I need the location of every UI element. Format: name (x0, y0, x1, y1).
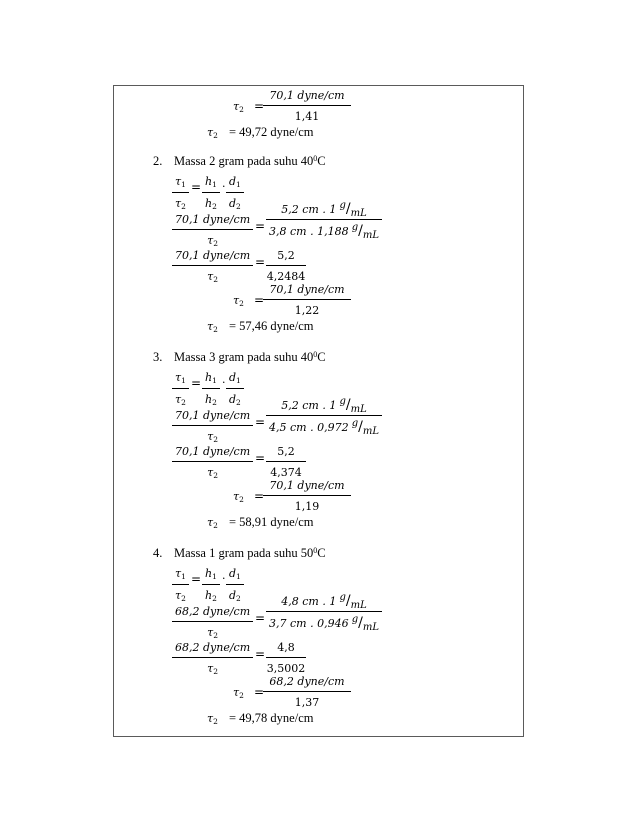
tau2-label (207, 321, 218, 334)
tau2 (175, 197, 186, 210)
unit-g-per-ml (339, 396, 367, 415)
tau-subscript: 2 (213, 521, 218, 530)
tau-letter: τ (207, 269, 214, 283)
h1-letter: h (205, 175, 213, 188)
equals-sign: = (191, 180, 202, 194)
dot-operator: · (222, 376, 226, 389)
h1-letter: h (205, 371, 213, 384)
row1-lhs-fraction (172, 604, 253, 640)
d1-subscript: 1 (236, 572, 241, 581)
row1-rhs-numerator-group (281, 592, 367, 611)
tau2-result: = 49,78 dyne/cm (229, 711, 314, 725)
tau-subscript: 2 (239, 299, 244, 308)
tau-subscript: 2 (213, 434, 218, 444)
d2-subscript: 2 (236, 397, 241, 407)
row1-rhs-fraction (266, 592, 382, 634)
row2-lhs-fraction (172, 248, 253, 284)
frac-den: 1,22 (294, 303, 320, 317)
h2-letter: h (205, 196, 213, 210)
heading-text: Massa 3 gram pada suhu 40 (174, 350, 314, 364)
ratio-h-denominator (202, 193, 220, 212)
equals-sign: = (255, 451, 266, 465)
d2 (229, 197, 241, 210)
rhs-den-text: 3,7 cm . 0,946 (269, 617, 349, 631)
row2-lhs-fraction-denominator (172, 266, 253, 285)
tau1 (175, 371, 186, 384)
unit-g-per-ml (351, 614, 379, 634)
h1 (205, 567, 217, 580)
tau2 (207, 466, 218, 479)
tau-letter: τ (175, 567, 182, 580)
h2-subscript: 2 (212, 201, 217, 211)
unit-ml: mL (362, 230, 379, 242)
row2-lhs-fraction-denominator (172, 658, 253, 677)
d2-letter: d (229, 196, 237, 210)
row2-lhs-fraction-numerator (172, 640, 253, 658)
heading-unit: C (317, 546, 326, 560)
d2-letter: d (229, 392, 237, 406)
ratio-d-numerator (226, 174, 244, 193)
d1-letter: d (229, 567, 237, 580)
section-heading (174, 351, 326, 364)
row2-rhs-fraction-denominator (266, 266, 306, 284)
frac-den: 1,41 (294, 109, 320, 123)
tau1 (175, 567, 186, 580)
heading-degree: 0 (313, 546, 318, 555)
ratio-tau-denominator (172, 585, 189, 604)
tau-letter: τ (207, 465, 214, 479)
tau2-result: = 58,91 dyne/cm (229, 515, 314, 529)
equals-sign: = (255, 647, 266, 661)
frac-num: 68,2 dyne/cm (269, 675, 345, 688)
heading-unit: C (317, 350, 326, 364)
ratio-d (226, 174, 244, 211)
unit-ml: mL (362, 622, 379, 634)
ratio-tau-numerator (172, 566, 189, 585)
tau2-result: = 57,46 dyne/cm (229, 319, 314, 333)
section-heading (174, 547, 326, 560)
frac-num: 70,1 dyne/cm (269, 479, 345, 492)
frac-den: 1,19 (294, 499, 320, 513)
row1-lhs-fraction-denominator (172, 230, 253, 249)
tau2-label (207, 713, 218, 726)
rhs-num-text: 5,2 cm . 1 (281, 203, 337, 216)
tau2-fraction-numerator (263, 674, 351, 692)
tau2 (207, 430, 218, 443)
tau-subscript: 1 (181, 180, 186, 189)
ratio-tau (172, 566, 189, 603)
rhs-num: 5,2 (277, 249, 295, 262)
tau-letter: τ (233, 100, 240, 113)
rhs-den: 4,2484 (266, 269, 306, 283)
tau2-label (207, 517, 218, 530)
h2 (205, 197, 217, 210)
unit-g: g (351, 614, 359, 626)
heading-degree: 0 (313, 154, 318, 163)
equals-sign: = (191, 572, 202, 586)
frac-num: 70,1 dyne/cm (269, 89, 345, 102)
row1-rhs-numerator-group (281, 396, 367, 415)
h2-letter: h (205, 588, 213, 602)
unit-g: g (339, 200, 346, 211)
frac-den: 1,37 (294, 695, 320, 709)
unit-slash: / (345, 397, 351, 413)
rhs-den-text: 3,8 cm . 1,188 (269, 225, 349, 239)
list-number: 2. (153, 154, 163, 168)
tau2 (175, 393, 186, 406)
row1-lhs-fraction-numerator (172, 604, 253, 622)
equals-sign: = (255, 611, 266, 625)
ratio-tau-numerator (172, 174, 189, 193)
tau-letter: τ (175, 175, 182, 188)
row2-rhs-fraction (266, 444, 306, 479)
tau-letter: τ (207, 429, 214, 443)
row1-rhs-fraction-denominator (266, 612, 382, 634)
rhs-den: 3,5002 (266, 661, 306, 675)
row2-rhs-fraction-numerator (266, 444, 306, 462)
d2 (229, 589, 241, 602)
equals-sign: = (254, 489, 265, 503)
h1 (205, 371, 217, 384)
ratio-tau-denominator (172, 193, 189, 212)
heading-unit: C (317, 154, 326, 168)
row2-lhs-fraction (172, 444, 253, 480)
equals-sign: = (191, 376, 202, 390)
tau2-label (233, 295, 244, 308)
tau-letter: τ (175, 371, 182, 384)
tau2-fraction-numerator (263, 88, 351, 106)
row1-rhs-denominator-group (269, 222, 379, 242)
row1-lhs-fraction-denominator (172, 622, 253, 641)
unit-g: g (339, 396, 346, 407)
h2-subscript: 2 (212, 593, 217, 603)
ratio-tau-denominator (172, 389, 189, 408)
tau-subscript: 2 (239, 105, 244, 114)
tau-subscript: 2 (213, 274, 218, 284)
unit-ml: mL (350, 404, 367, 415)
equals-sign: = (254, 293, 265, 307)
tau2-fraction (263, 674, 351, 709)
tau2-label (233, 687, 244, 700)
tau2-fraction-denominator (263, 692, 351, 710)
row1-rhs-fraction-denominator (266, 416, 382, 438)
d1 (229, 175, 241, 188)
ratio-h-numerator (202, 174, 220, 193)
row1-rhs-fraction-numerator (266, 201, 382, 220)
tau-letter: τ (233, 490, 240, 503)
ratio-d (226, 370, 244, 407)
tau-subscript: 2 (213, 131, 218, 140)
unit-g-per-ml (351, 418, 379, 438)
row2-lhs-fraction-denominator (172, 462, 253, 481)
tau-subscript: 2 (213, 325, 218, 334)
tau-letter: τ (207, 516, 214, 529)
h1-letter: h (205, 567, 213, 580)
lhs-num: 70,1 dyne/cm (175, 213, 251, 226)
tau2-fraction-denominator (263, 300, 351, 318)
tau2-fraction (263, 478, 351, 513)
row1-rhs-fraction (266, 200, 382, 242)
unit-g-per-ml (339, 592, 367, 611)
tau-subscript: 2 (239, 691, 244, 700)
tau-letter: τ (207, 712, 214, 725)
unit-ml: mL (350, 600, 367, 611)
row1-lhs-fraction-denominator (172, 426, 253, 445)
row1-rhs-fraction-numerator (266, 397, 382, 416)
ratio-h (202, 370, 220, 407)
d1 (229, 567, 241, 580)
row1-lhs-fraction-numerator (172, 212, 253, 230)
unit-g: g (351, 418, 359, 430)
tau-letter: τ (207, 661, 214, 675)
ratio-h-numerator (202, 566, 220, 585)
unit-slash: / (345, 593, 351, 609)
tau-subscript: 2 (213, 470, 218, 480)
lhs-num: 70,1 dyne/cm (175, 445, 251, 458)
rhs-num: 4,8 (277, 641, 295, 654)
ratio-tau-numerator (172, 370, 189, 389)
ratio-h (202, 566, 220, 603)
d2-letter: d (229, 588, 237, 602)
tau2 (207, 662, 218, 675)
row2-rhs-fraction-denominator (266, 658, 306, 676)
lhs-num: 68,2 dyne/cm (175, 641, 251, 654)
d1-subscript: 1 (236, 180, 241, 189)
tau2 (207, 270, 218, 283)
rhs-num-text: 4,8 cm . 1 (281, 595, 337, 608)
tau-letter: τ (207, 320, 214, 333)
tau2-fraction (263, 88, 351, 123)
row1-rhs-fraction-numerator (266, 593, 382, 612)
d2-subscript: 2 (236, 593, 241, 603)
heading-degree: 0 (313, 350, 318, 359)
heading-text: Massa 2 gram pada suhu 40 (174, 154, 314, 168)
row2-lhs-fraction-numerator (172, 444, 253, 462)
row2-rhs-fraction-denominator (266, 462, 306, 480)
rhs-den-text: 4,5 cm . 0,972 (269, 421, 349, 435)
tau-letter: τ (175, 196, 182, 210)
ratio-d-numerator (226, 566, 244, 585)
row2-rhs-fraction-numerator (266, 248, 306, 266)
lhs-num: 68,2 dyne/cm (175, 605, 251, 618)
equals-sign: = (254, 685, 265, 699)
ratio-d (226, 566, 244, 603)
d2-subscript: 2 (236, 201, 241, 211)
dot-operator: · (222, 180, 226, 193)
row2-rhs-fraction (266, 248, 306, 283)
d1-letter: d (229, 371, 237, 384)
row2-rhs-fraction-numerator (266, 640, 306, 658)
ratio-h-numerator (202, 370, 220, 389)
heading-text: Massa 1 gram pada suhu 50 (174, 546, 314, 560)
lhs-num: 70,1 dyne/cm (175, 409, 251, 422)
unit-g-per-ml (339, 200, 367, 219)
tau2-label (233, 101, 244, 114)
row1-lhs-fraction (172, 212, 253, 248)
unit-g: g (351, 222, 359, 234)
tau-subscript: 2 (181, 397, 186, 407)
lhs-num: 70,1 dyne/cm (175, 249, 251, 262)
row2-lhs-fraction-numerator (172, 248, 253, 266)
tau2-fraction-denominator (263, 106, 351, 124)
tau-letter: τ (233, 294, 240, 307)
d2 (229, 393, 241, 406)
row1-rhs-fraction-denominator (266, 220, 382, 242)
row1-rhs-numerator-group (281, 200, 367, 219)
ratio-d-numerator (226, 370, 244, 389)
tau-subscript: 2 (213, 717, 218, 726)
ratio-h (202, 174, 220, 211)
equals-sign: = (255, 255, 266, 269)
tau-letter: τ (207, 126, 214, 139)
section-heading (174, 155, 326, 168)
ratio-tau (172, 370, 189, 407)
h1-subscript: 1 (212, 376, 217, 385)
row1-rhs-fraction (266, 396, 382, 438)
tau-subscript: 1 (181, 376, 186, 385)
ratio-d-denominator (226, 389, 244, 408)
ratio-tau (172, 174, 189, 211)
h2 (205, 393, 217, 406)
unit-slash: / (358, 419, 363, 436)
tau-subscript: 2 (213, 238, 218, 248)
tau2 (207, 626, 218, 639)
tau-subscript: 2 (213, 630, 218, 640)
row1-lhs-fraction (172, 408, 253, 444)
row2-lhs-fraction (172, 640, 253, 676)
tau-subscript: 2 (213, 666, 218, 676)
d1 (229, 371, 241, 384)
h1-subscript: 1 (212, 180, 217, 189)
list-number: 4. (153, 546, 163, 560)
tau2-fraction-numerator (263, 282, 351, 300)
tau2-label (233, 491, 244, 504)
unit-ml: mL (362, 426, 379, 438)
tau-subscript: 2 (181, 201, 186, 211)
dot-operator: · (222, 572, 226, 585)
unit-slash: / (345, 201, 351, 217)
ratio-d-denominator (226, 193, 244, 212)
row1-lhs-fraction-numerator (172, 408, 253, 426)
ratio-d-denominator (226, 585, 244, 604)
tau-letter: τ (175, 588, 182, 602)
unit-ml: mL (350, 208, 367, 219)
rhs-num-text: 5,2 cm . 1 (281, 399, 337, 412)
d1-letter: d (229, 175, 237, 188)
tau1 (175, 175, 186, 188)
row1-rhs-denominator-group (269, 614, 379, 634)
tau-letter: τ (233, 686, 240, 699)
rhs-num: 5,2 (277, 445, 295, 458)
h2-subscript: 2 (212, 397, 217, 407)
equals-sign: = (254, 99, 265, 113)
tau-letter: τ (175, 392, 182, 406)
ratio-h-denominator (202, 585, 220, 604)
row1-rhs-denominator-group (269, 418, 379, 438)
tau2-fraction-numerator (263, 478, 351, 496)
tau2 (207, 234, 218, 247)
unit-slash: / (358, 223, 363, 240)
tau2-fraction (263, 282, 351, 317)
rhs-den: 4,374 (270, 465, 302, 479)
tau2-fraction-denominator (263, 496, 351, 514)
d1-subscript: 1 (236, 376, 241, 385)
ratio-h-denominator (202, 389, 220, 408)
tau2 (175, 589, 186, 602)
tau-letter: τ (207, 233, 214, 247)
equals-sign: = (255, 219, 266, 233)
tau-subscript: 1 (181, 572, 186, 581)
tau-subscript: 2 (181, 593, 186, 603)
unit-slash: / (358, 615, 363, 632)
list-number: 3. (153, 350, 163, 364)
h1-subscript: 1 (212, 572, 217, 581)
row2-rhs-fraction (266, 640, 306, 675)
h2 (205, 589, 217, 602)
frac-num: 70,1 dyne/cm (269, 283, 345, 296)
h2-letter: h (205, 392, 213, 406)
equals-sign: = (255, 415, 266, 429)
tau-subscript: 2 (239, 495, 244, 504)
unit-g-per-ml (351, 222, 379, 242)
unit-g: g (339, 592, 346, 603)
tau-letter: τ (207, 625, 214, 639)
h1 (205, 175, 217, 188)
tau2-label (207, 127, 218, 140)
tau2-result: = 49,72 dyne/cm (229, 125, 314, 139)
